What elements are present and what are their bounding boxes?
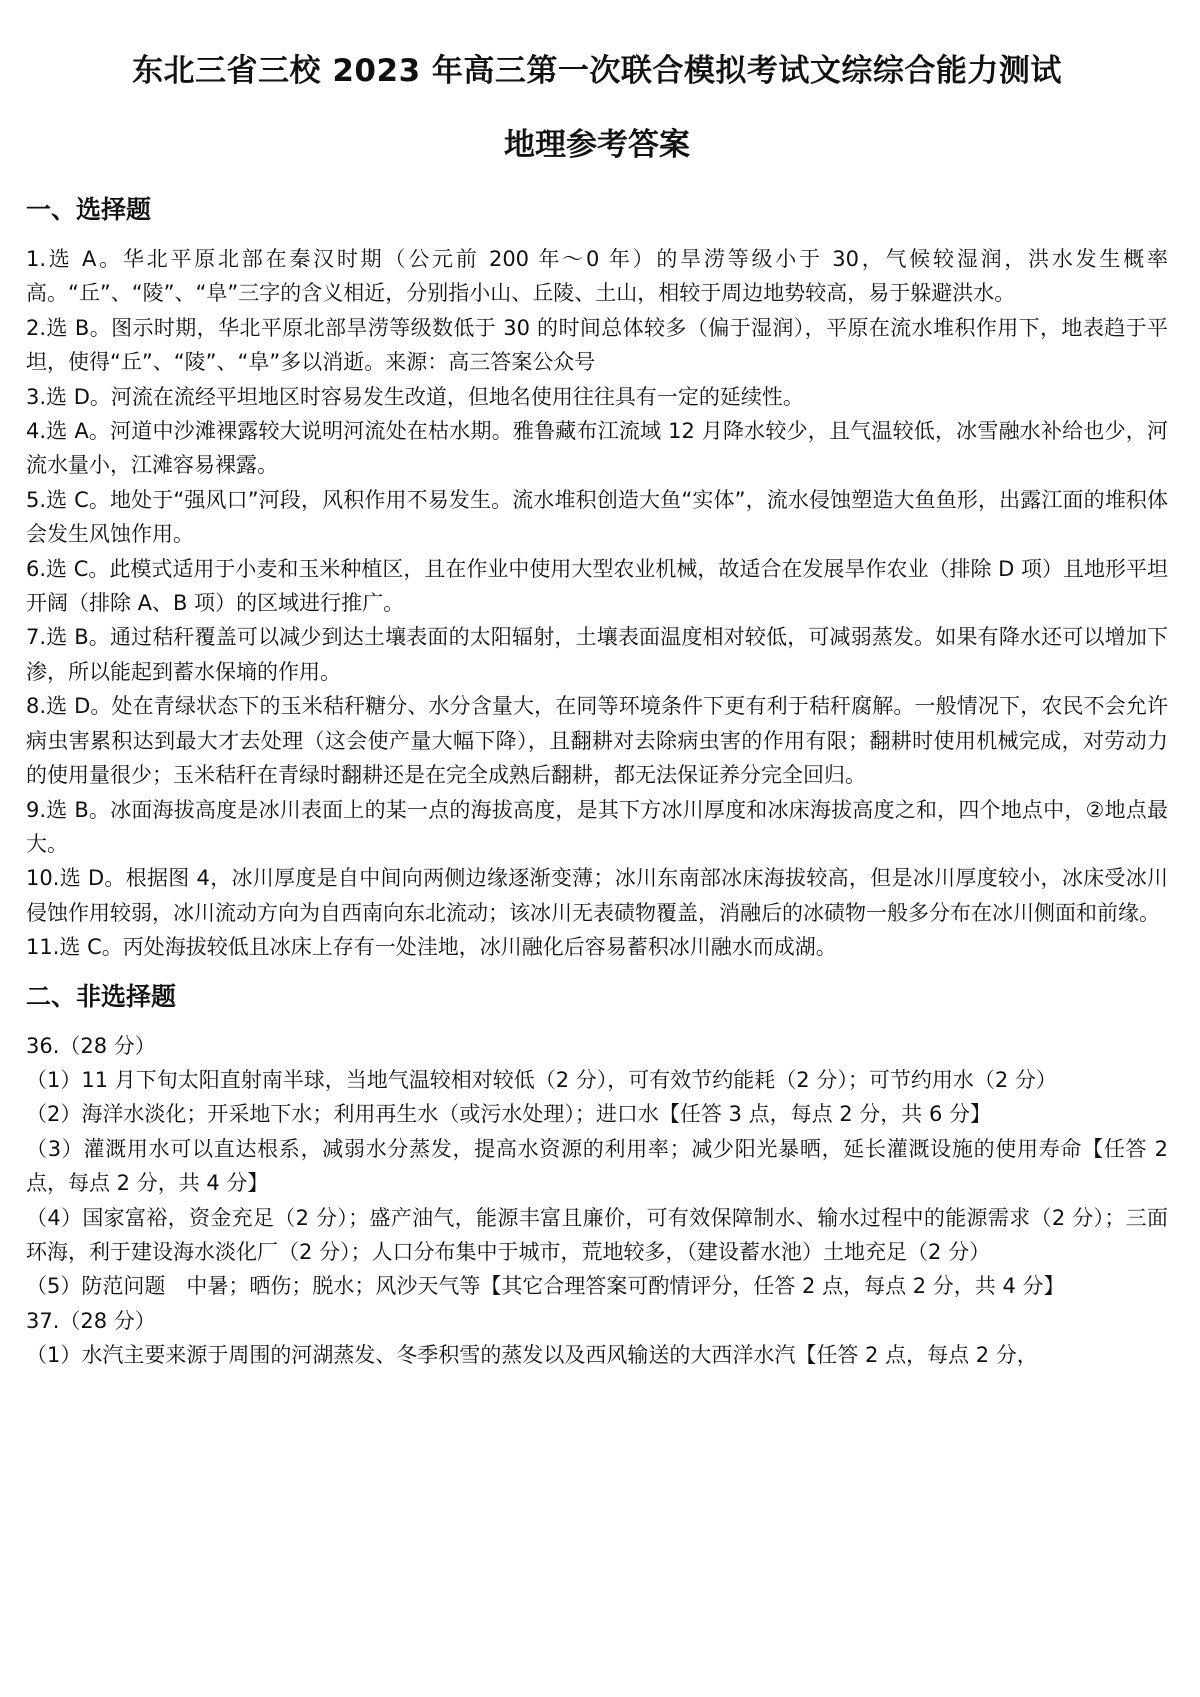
question-36	[26, 1029, 1168, 1304]
question-37	[26, 1304, 1168, 1373]
answer-item: 8.选 D。处在青绿状态下的玉米秸秆糖分、水分含量大，在同等环境条件下更有利于秸秆腐解。一般情况下，农民不会允许病虫害累积达到最大才去处理（这会使产量大幅下降），且翻耕对去除病虫害的作用有限；翻耕时使用机械完成，对劳动力的使用量很少；玉米秸秆在青绿时翻耕还是在完全成熟后翻耕，都无法保证养分完全回归。	[26, 694, 1168, 788]
sub-answer: （1）水汽主要来源于周围的河湖蒸发、冬季积雪的蒸发以及西风输送的大西洋水汽【任答 2 点，每点 2 分，	[26, 1343, 1038, 1368]
question-header: 36.（28 分）	[26, 1033, 156, 1058]
answer-item: 11.选 C。丙处海拔较低且冰床上存有一处洼地，冰川融化后容易蓄积冰川融水而成湖。	[26, 935, 837, 960]
section-heading-non-choice: 二、非选择题	[26, 981, 177, 1011]
answer-item: 7.选 B。通过秸秆覆盖可以减少到达土壤表面的太阳辐射，土壤表面温度相对较低，可减弱蒸发。如果有降水还可以增加下渗，所以能起到蓄水保墒的作用。	[26, 625, 1168, 684]
section-heading-choice: 一、选择题	[26, 195, 152, 224]
answer-item: 10.选 D。根据图 4，冰川厚度是自中间向两侧边缘逐渐变薄；冰川东南部冰床海拔较高，但是冰川厚度较小，冰床受冰川侵蚀作用较弱，冰川流动方向为自西南向东北流动；该冰川无表碛物覆盖，消融后的冰碛物一般多分布在冰川侧面和前缘。	[26, 866, 1168, 925]
answer-item: 1.选 A。华北平原北部在秦汉时期（公元前 200 年～0 年）的旱涝等级小于 30，气候较湿润，洪水发生概率高。“丘”、“陵”、“阜”三字的含义相近，分别指小山、丘陵、土山，相较于周边地势较高，易于躲避洪水。	[26, 247, 1168, 306]
question-header: 37.（28 分）	[26, 1308, 156, 1333]
sub-answer: （3）灌溉用水可以直达根系，减弱水分蒸发，提高水资源的利用率；减少阳光暴晒，延长灌溉设施的使用寿命【任答 2 点，每点 2 分，共 4 分】	[26, 1136, 1168, 1196]
sub-answer: （5）防范问题 中暑；晒伤；脱水；风沙天气等【其它合理答案可酌情评分，任答 2 点，每点 2 分，共 4 分】	[26, 1274, 1065, 1299]
answer-item: 4.选 A。河道中沙滩裸露较大说明河流处在枯水期。雅鲁藏布江流域 12 月降水较少，且气温较低，冰雪融水补给也少，河流水量小，江滩容易裸露。	[26, 419, 1168, 478]
answer-item: 6.选 C。此模式适用于小麦和玉米种植区，且在作业中使用大型农业机械，故适合在发展旱作农业（排除 D 项）且地形平坦开阔（排除 A、B 项）的区域进行推广。	[26, 556, 1168, 616]
sub-answer: （4）国家富裕，资金充足（2 分）；盛产油气，能源丰富且廉价，可有效保障制水、输水过程中的能源需求（2 分）；三面环海，利于建设海水淡化厂（2 分）；人口分布集中于城市，荒地较多，（建设蓄水池）土地充足（2 分）	[26, 1205, 1168, 1264]
sub-answer: （1）11 月下旬太阳直射南半球，当地气温较相对较低（2 分），可有效节约能耗（2 分）；可节约用水（2 分）	[26, 1067, 1057, 1092]
answer-item: 9.选 B。冰面海拔高度是冰川表面上的某一点的海拔高度，是其下方冰川厚度和冰床海拔高度之和，四个地点中，②地点最大。	[26, 797, 1168, 856]
sub-answer: （2）海洋水淡化；开采地下水；利用再生水（或污水处理）；进口水【任答 3 点，每点 2 分，共 6 分】	[26, 1102, 991, 1127]
answer-item: 3.选 D。河流在流经平坦地区时容易发生改道，但地名使用往往具有一定的延续性。	[26, 384, 804, 409]
document-subtitle: 地理参考答案	[504, 127, 690, 163]
choice-answers	[26, 242, 1168, 965]
document-title: 东北三省三校 2023 年高三第一次联合模拟考试文综综合能力测试	[132, 53, 1062, 89]
answer-item: 2.选 B。图示时期，华北平原北部旱涝等级数低于 30 的时间总体较多（偏于湿润），平原在流水堆积作用下，地表趋于平坦，使得“丘”、“陵”、“阜”多以消逝。来源：高三答案公众号	[26, 315, 1168, 375]
answer-item: 5.选 C。地处于“强风口”河段，风积作用不易发生。流水堆积创造大鱼“实体”，流水侵蚀塑造大鱼鱼形，出露江面的堆积体会发生风蚀作用。	[26, 487, 1168, 547]
